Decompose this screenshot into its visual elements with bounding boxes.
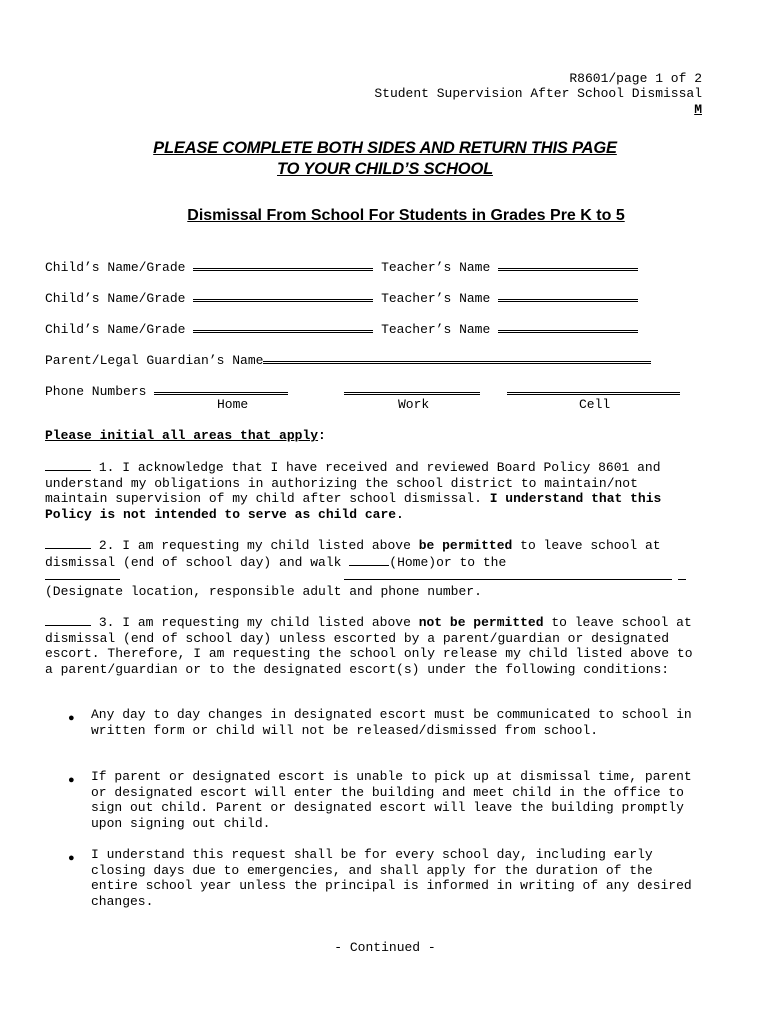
- home-phone-field[interactable]: [154, 381, 288, 395]
- instruction-line-1: PLEASE COMPLETE BOTH SIDES AND RETURN THIS PAGE: [153, 139, 617, 157]
- teacher-name-label: Teacher’s Name: [381, 260, 491, 275]
- condition-1: Any day to day changes in designated escort must be communicated to school in written form or child will not be released/dismissed from school.: [91, 707, 692, 738]
- condition-2: If parent or designated escort is unable to pick up at dismissal time, parent or designated escort will enter the building and meet child in the office to sign out child. Parent or designated escort will leave the building promptly upon signing out child.: [91, 769, 692, 831]
- teacher-name-label: Teacher’s Name: [381, 322, 491, 337]
- location-field[interactable]: [45, 568, 120, 580]
- teacher-name-label: Teacher’s Name: [381, 291, 491, 306]
- child-row-3: [45, 319, 638, 337]
- item-3: 3. I am requesting my child listed above not be permitted to leave school at dismissal (end of school day) unless escorted by a parent/guardian or designated escort. Therefore, I am requesting the school only release my child listed above to a parent/guardian or to the designated escort(s) under the following conditions:: [45, 615, 693, 677]
- item-2: 2. I am requesting my child listed above be permitted to leave school at dismissal (end of school day) and walk (Home)or to the: [45, 538, 661, 570]
- item-1: 1. I acknowledge that I have received and reviewed Board Policy 8601 and understand my obligations in authorizing the school district to maintain/not maintain supervision of my child after school dismissal. I understand that this Policy is not intended to serve as child care.: [45, 460, 662, 522]
- phone-numbers-label: Phone Numbers: [45, 384, 147, 399]
- document-code: R8601/page 1 of 2: [569, 71, 702, 86]
- work-phone-field[interactable]: [344, 381, 480, 395]
- child-row-2: [45, 288, 638, 306]
- child-name-label: Child’s Name/Grade: [45, 291, 186, 306]
- designate-note: (Designate location, responsible adult and phone number.: [45, 584, 482, 599]
- extra-field[interactable]: [678, 568, 686, 580]
- guardian-name-label: Parent/Legal Guardian’s Name: [45, 353, 264, 368]
- initial-field-2[interactable]: [45, 537, 91, 549]
- guardian-name-field[interactable]: [263, 350, 651, 364]
- condition-3: I understand this request shall be for every school day, including early closing days due to emergencies, and shall apply for the duration of the entire school year unless the principal is informed in writing of any desired changes.: [91, 847, 692, 909]
- walk-home-field[interactable]: [349, 554, 389, 566]
- child-name-field[interactable]: [193, 319, 373, 333]
- header-letter: M: [694, 102, 702, 117]
- initial-prompt: Please initial all areas that apply:: [45, 428, 326, 443]
- home-label: Home: [217, 397, 249, 412]
- bullet-icon: ●: [68, 852, 75, 864]
- cell-label: Cell: [579, 397, 611, 412]
- child-name-label: Child’s Name/Grade: [45, 322, 186, 337]
- adult-field[interactable]: [344, 568, 382, 580]
- continued-footer: - Continued -: [334, 940, 436, 955]
- instruction-line-2: TO YOUR CHILD’S SCHOOL: [277, 160, 493, 178]
- work-label: Work: [398, 397, 430, 412]
- cell-phone-field[interactable]: [507, 381, 680, 395]
- teacher-name-field[interactable]: [498, 319, 638, 333]
- form-title: Dismissal From School For Students in Grades Pre K to 5: [187, 207, 625, 224]
- teacher-name-field[interactable]: [498, 288, 638, 302]
- child-name-label: Child’s Name/Grade: [45, 260, 186, 275]
- child-name-field[interactable]: [193, 288, 373, 302]
- child-name-field[interactable]: [193, 257, 373, 271]
- phone-row: [45, 381, 288, 399]
- initial-field-3[interactable]: [45, 614, 91, 626]
- initial-field-1[interactable]: [45, 459, 91, 471]
- bullet-icon: ●: [68, 774, 75, 786]
- teacher-name-field[interactable]: [498, 257, 638, 271]
- bullet-icon: ●: [68, 712, 75, 724]
- guardian-row: [45, 350, 651, 368]
- child-row-1: [45, 257, 638, 275]
- phone-field[interactable]: [382, 568, 672, 580]
- policy-title: Student Supervision After School Dismissal: [374, 86, 702, 101]
